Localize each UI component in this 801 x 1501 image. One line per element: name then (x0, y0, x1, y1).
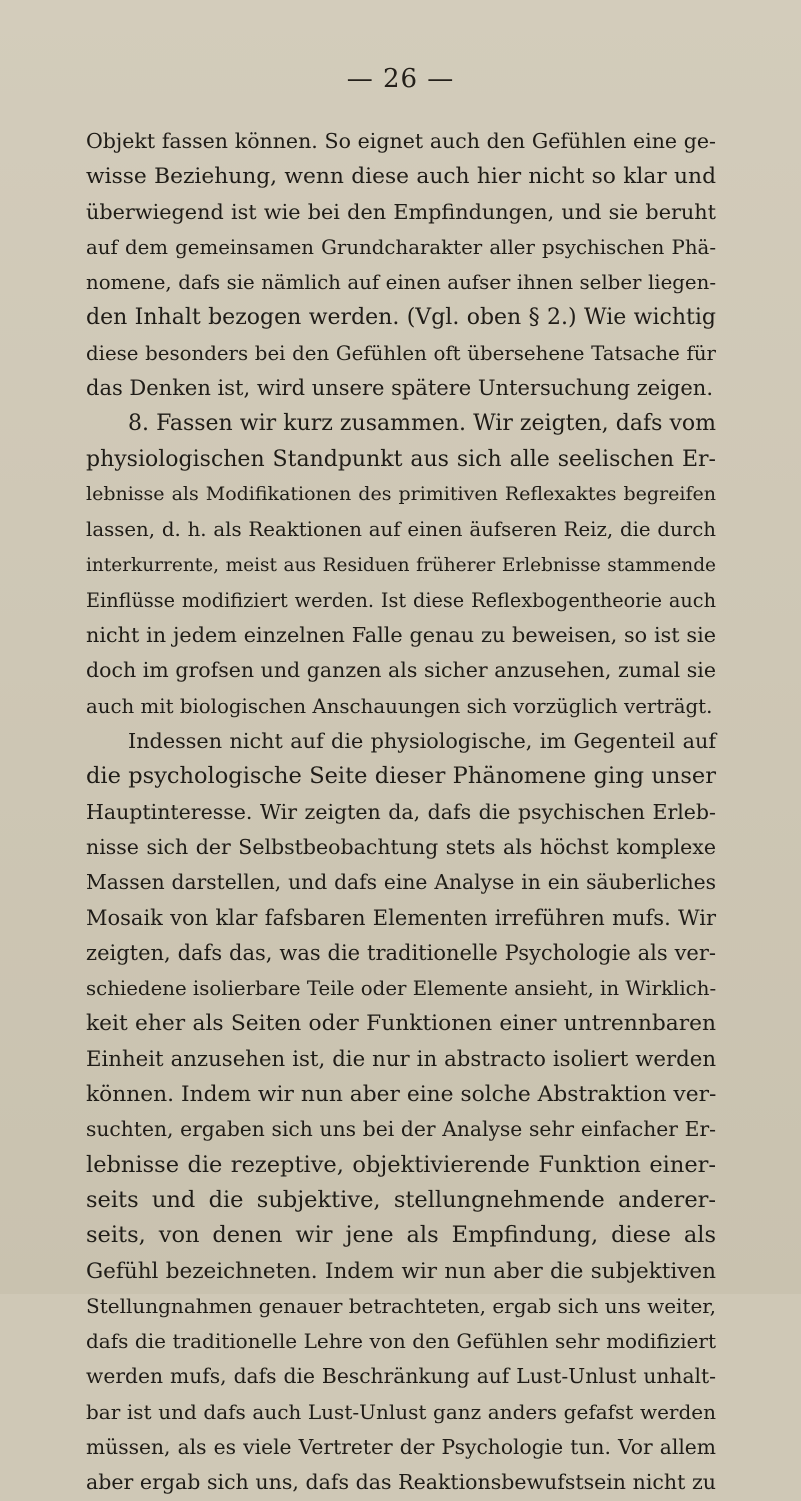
text-line: schiedene isolierbare Teile oder Elemente ansieht, in Wirklich- (86, 977, 717, 1001)
text-line: werden mufs, dafs die Beschränkung auf Lust-Unlust unhalt- (86, 1364, 716, 1389)
text-line: das Denken ist, wird unsere spätere Untersuchung zeigen. (86, 376, 713, 401)
text-line: Einflüsse modifiziert werden. Ist diese Reflexbogentheorie auch (86, 588, 716, 612)
text-line: können. Indem wir nun aber eine solche Abstraktion ver- (86, 1082, 717, 1108)
text-line: lebnisse die rezeptive, objektivierende Funktion einer- (86, 1151, 716, 1178)
text-line: Objekt fassen können. So eignet auch den Gefühlen eine ge- (86, 129, 716, 153)
text-line: nicht in jedem einzelnen Falle genau zu beweisen, so ist sie (86, 623, 716, 648)
text-line: aber ergab sich uns, dafs das Reaktionsbewufstsein nicht zu (86, 1470, 716, 1495)
text-line: den Inhalt bezogen werden. (Vgl. oben § 2.) Wie wichtig (86, 305, 716, 331)
text-line: lebnisse als Modifikationen des primitiven Reflexaktes begreifen (86, 482, 716, 505)
text-line: lassen, d. h. als Reaktionen auf einen äufseren Reiz, die durch (86, 518, 716, 542)
text-line: seits, von denen wir jene als Empfindung, diese als (86, 1222, 716, 1249)
text-line: Mosaik von klar fafsbaren Elementen irreführen mufs. Wir (86, 905, 716, 930)
text-line: interkurrente, meist aus Residuen früherer Erlebnisse stammende (86, 554, 716, 576)
text-line: 8. Fassen wir kurz zusammen. Wir zeigten, dafs vom (128, 411, 716, 437)
text-line: Stellungnahmen genauer betrachteten, ergab sich uns weiter, (86, 1293, 717, 1318)
text-line: Massen darstellen, und dafs eine Analyse in ein säuberliches (86, 870, 716, 895)
page-number: — 26 — (346, 64, 455, 94)
text-line: doch im grofsen und ganzen als sicher anzusehen, zumal sie (86, 658, 716, 683)
text-line: diese besonders bei den Gefühlen oft übersehene Tatsache für (86, 341, 716, 365)
text-line: Gefühl bezeichneten. Indem wir nun aber die subjektiven (86, 1258, 716, 1284)
text-line: auf dem gemeinsamen Grundcharakter aller psychischen Phä- (86, 235, 716, 259)
text-line: seits und die subjektive, stellungnehmende anderer- (86, 1186, 716, 1213)
text-line: nomene, dafs sie nämlich auf einen aufser ihnen selber liegen- (86, 271, 716, 295)
text-line: nisse sich der Selbstbeobachtung stets als höchst komplexe (86, 834, 716, 859)
text-line: Einheit anzusehen ist, die nur in abstracto isoliert werden (86, 1046, 716, 1072)
text-line: auch mit biologischen Anschauungen sich vorzüglich verträgt. (86, 694, 713, 718)
text-line: zeigten, dafs das, was die traditionelle Psychologie als ver- (86, 940, 716, 965)
text-line: bar ist und dafs auch Lust-Unlust ganz anders gefafst werden (86, 1399, 716, 1424)
text-line: Hauptinteresse. Wir zeigten da, dafs die psychischen Erleb- (86, 799, 716, 824)
text-line: überwiegend ist wie bei den Empfindungen, und sie beruht (86, 199, 716, 224)
body-text (86, 124, 716, 1501)
text-line: müssen, als es viele Vertreter der Psychologie tun. Vor allem (86, 1434, 716, 1459)
text-line: wisse Beziehung, wenn diese auch hier nicht so klar und (86, 164, 716, 190)
text-line: dafs die traditionelle Lehre von den Gefühlen sehr modifiziert (86, 1329, 716, 1354)
text-line: suchten, ergaben sich uns bei der Analyse sehr einfacher Er- (86, 1117, 716, 1142)
text-line: physiologischen Standpunkt aus sich alle seelischen Er- (86, 446, 716, 472)
text-line: keit eher als Seiten oder Funktionen einer untrennbaren (86, 1011, 716, 1037)
text-line: Indessen nicht auf die physiologische, im Gegenteil auf (128, 729, 716, 754)
text-line: die psychologische Seite dieser Phänomene ging unser (86, 763, 716, 790)
